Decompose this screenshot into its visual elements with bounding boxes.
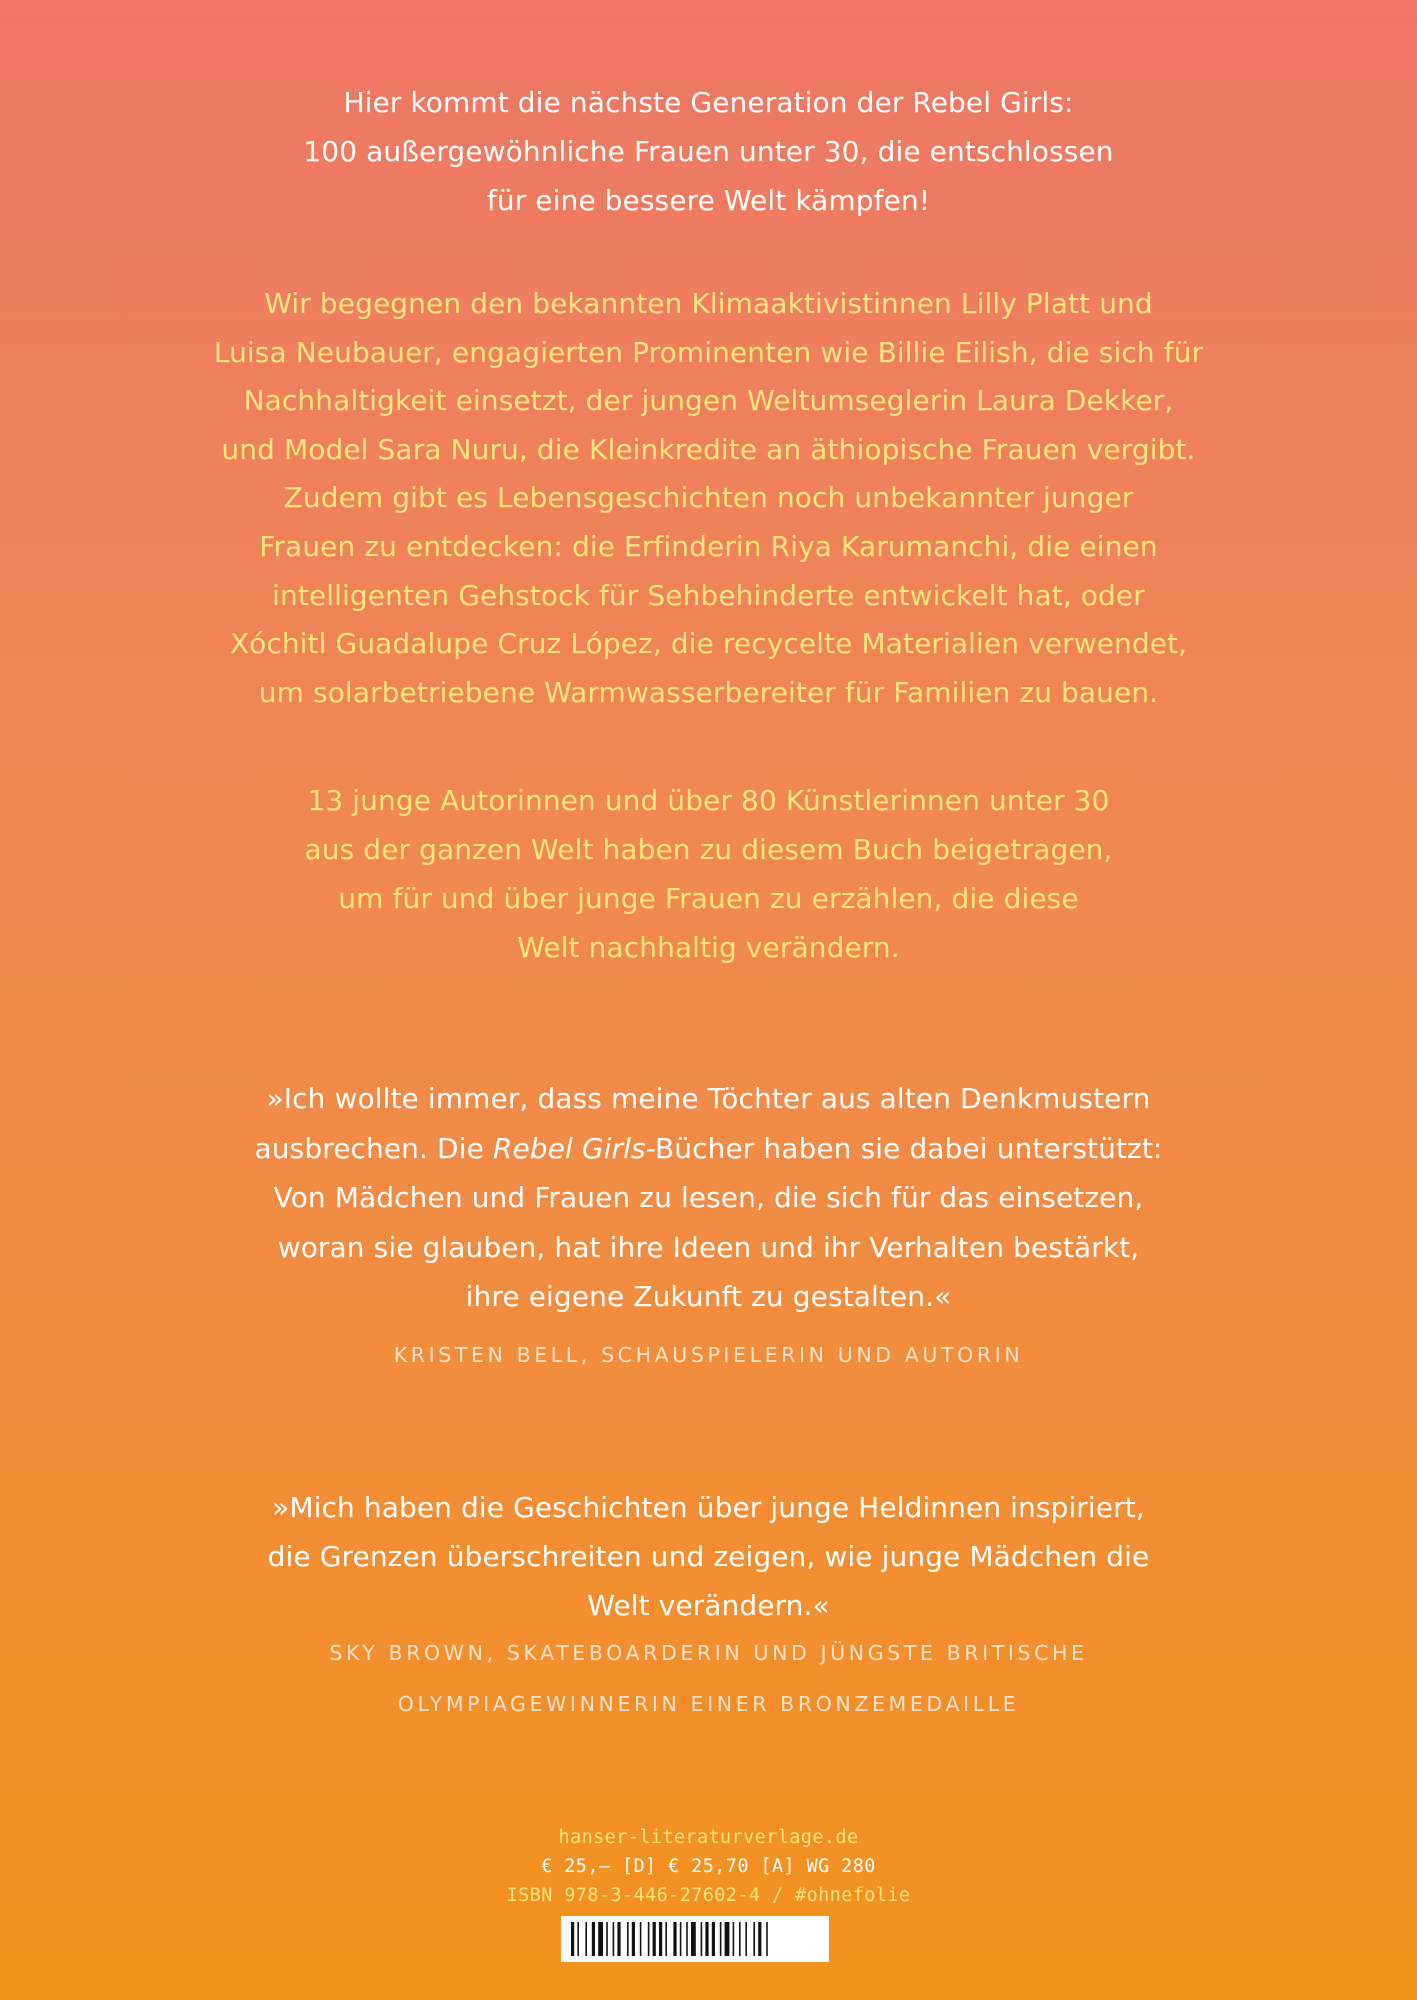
contributors-line: Welt nachhaltig verändern.	[517, 931, 900, 964]
description-line: Frauen zu entdecken: die Erfinderin Riya Karumanchi, die einen	[259, 529, 1158, 563]
quote-line: woran sie glauben, hat ihre Ideen und ihr Verhalten bestärkt,	[277, 1230, 1140, 1264]
barcode-bar	[598, 1922, 603, 1956]
barcode-bar	[691, 1922, 696, 1956]
quote-line: Welt verändern.«	[587, 1589, 830, 1622]
quote-line: Von Mädchen und Frauen zu lesen, die sich für das einsetzen,	[273, 1181, 1144, 1215]
quote-line: »Ich wollte immer, dass meine Töchter aus alten Denkmustern	[266, 1082, 1151, 1115]
quote-attribution-sky-brown	[160, 1628, 1257, 1730]
description-line: Wir begegnen den bekannten Klimaaktivistinnen Lilly Platt und	[264, 287, 1153, 320]
barcode-icon	[571, 1922, 819, 1956]
barcode-bar	[739, 1922, 741, 1956]
price-info: € 25,– [D] € 25,70 [A] WG 280	[541, 1856, 876, 1877]
publisher-imprint	[460, 1823, 957, 1910]
quote-line: »Mich haben die Geschichten über junge Heldinnen inspiriert,	[272, 1491, 1145, 1524]
barcode-bar	[701, 1922, 703, 1956]
barcode-bar	[627, 1922, 629, 1956]
contributors-line: 13 junge Autorinnen und über 80 Künstlerinnen unter 30	[307, 784, 1110, 817]
contributors-line: aus der ganzen Welt haben zu diesem Buch beigetragen,	[304, 833, 1113, 866]
barcode-bar	[686, 1922, 688, 1956]
description-line: und Model Sara Nuru, die Kleinkredite an äthiopische Frauen vergibt.	[221, 432, 1196, 466]
contributors-line: um für und über junge Frauen zu erzählen, die diese	[338, 882, 1079, 915]
publisher-website-link[interactable]: hanser-literaturverlage.de	[558, 1827, 859, 1848]
barcode-bar	[648, 1922, 650, 1956]
barcode-bar	[617, 1922, 620, 1956]
quote-sky-brown	[160, 1483, 1257, 1630]
barcode-bar	[720, 1922, 722, 1956]
intro-line: 100 außergewöhnliche Frauen unter 30, die entschlossen	[303, 135, 1114, 168]
description-line: Zudem gibt es Lebensgeschichten noch unbekannter junger	[283, 481, 1134, 515]
quote-kristen-bell	[160, 1074, 1257, 1322]
description-line: Nachhaltigkeit einsetzt, der jungen Weltumseglerin Laura Dekker,	[243, 384, 1174, 418]
intro-line: für eine bessere Welt kämpfen!	[486, 184, 931, 217]
description-line: Xóchitl Guadalupe Cruz López, die recycelte Materialien verwendet,	[229, 627, 1188, 661]
quote-line: ihre eigene Zukunft zu gestalten.«	[465, 1280, 952, 1314]
barcode-bar	[613, 1922, 615, 1956]
barcode-bar	[673, 1922, 676, 1956]
description-line: intelligenten Gehstock für Sehbehinderte entwickelt hat, oder	[272, 578, 1145, 612]
barcode-bar	[712, 1922, 715, 1956]
barcode-bar	[632, 1922, 635, 1956]
quote-text: ausbrechen. Die	[254, 1131, 493, 1165]
contributors-paragraph	[160, 776, 1257, 972]
barcode-bar	[766, 1922, 768, 1956]
description-line: Luisa Neubauer, engagierten Prominenten wie Billie Eilish, die sich für	[213, 335, 1204, 369]
barcode-bar	[577, 1922, 579, 1956]
barcode-bar	[640, 1922, 642, 1956]
intro-line: Hier kommt die nächste Generation der Rebel Girls:	[343, 86, 1074, 119]
barcode-bar	[705, 1922, 708, 1956]
attribution-line: KRISTEN BELL, SCHAUSPIELERIN UND AUTORIN	[393, 1343, 1024, 1367]
quote-text: -Bücher haben sie dabei unterstützt:	[645, 1131, 1163, 1165]
barcode-bar	[745, 1922, 747, 1956]
intro-paragraph	[160, 78, 1257, 225]
barcode-bar	[659, 1922, 662, 1956]
barcode-bar	[592, 1922, 595, 1956]
barcode-bar	[758, 1922, 761, 1956]
barcode-bar	[733, 1922, 735, 1956]
description-line: um solarbetriebene Warmwasserbereiter für Familien zu bauen.	[258, 675, 1159, 709]
barcode-bar	[653, 1922, 656, 1956]
isbn-info: ISBN 978-3-446-27602-4 / #ohnefolie	[506, 1885, 911, 1906]
book-series-title: Rebel Girls	[492, 1131, 646, 1165]
quote-line: die Grenzen überschreiten und zeigen, wie junge Mädchen die	[267, 1540, 1150, 1573]
barcode-bar	[585, 1922, 587, 1956]
barcode-bar	[571, 1922, 574, 1956]
quote-line	[160, 1124, 1257, 1174]
barcode-bar	[665, 1922, 667, 1956]
attribution-line: SKY BROWN, SKATEBOARDERIN UND JÜNGSTE BRITISCHE	[329, 1641, 1088, 1665]
barcode-bar	[753, 1922, 755, 1956]
description-paragraph	[160, 280, 1257, 717]
attribution-line: OLYMPIAGEWINNERIN EINER BRONZEMEDAILLE	[397, 1692, 1020, 1716]
barcode-bar	[725, 1922, 730, 1956]
quote-attribution-kristen-bell	[160, 1330, 1257, 1381]
barcode-bar	[680, 1922, 682, 1956]
barcode-bar	[606, 1922, 608, 1956]
barcode	[561, 1916, 829, 1962]
